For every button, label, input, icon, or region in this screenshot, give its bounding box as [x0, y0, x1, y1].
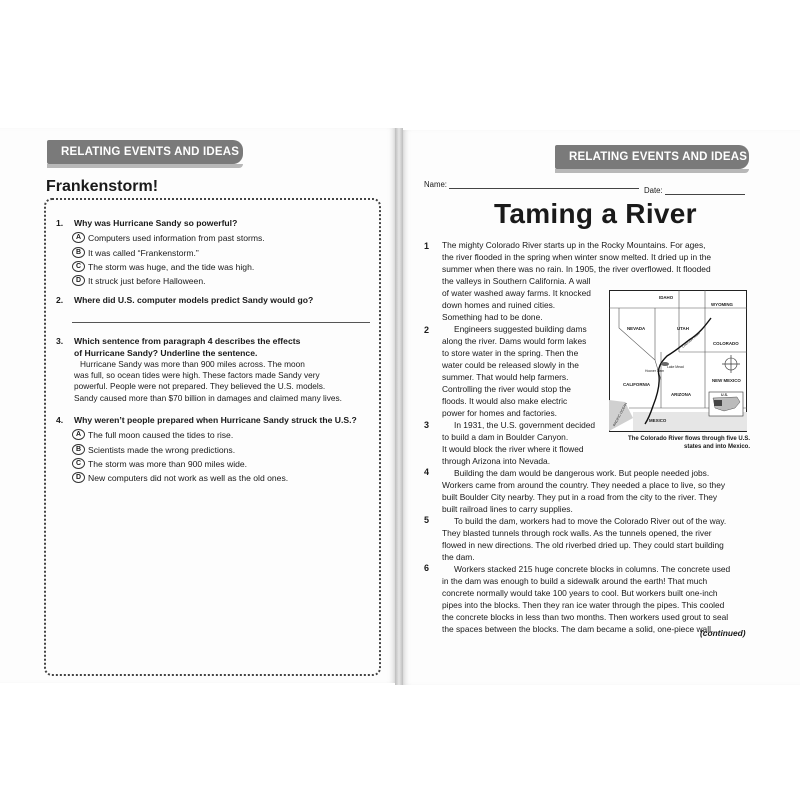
- left-section-banner: RELATING EVENTS AND IDEAS: [47, 140, 243, 164]
- article-title: Taming a River: [494, 198, 697, 229]
- answer-option-1d[interactable]: [72, 275, 206, 286]
- option-text: The full moon caused the tides to rise.: [88, 429, 234, 440]
- map-label-new-mexico: NEW MEXICO: [712, 378, 741, 383]
- left-page-title: Frankenstorm!: [46, 178, 159, 195]
- date-field[interactable]: [644, 186, 745, 195]
- paragraph-line: Workers came from around the country. They needed a place to live, so they: [442, 480, 726, 490]
- paragraph-number: 5: [424, 515, 430, 525]
- map-label-us: U.S.: [721, 393, 728, 397]
- paragraph-line: down homes and ruined cities.: [442, 300, 556, 310]
- question-number: 2.: [56, 295, 64, 305]
- question-text: Why weren’t people prepared when Hurricane Sandy struck the U.S.?: [74, 415, 357, 425]
- paragraph-line: through Arizona into Nevada.: [442, 456, 551, 466]
- passage-line: Hurricane Sandy was more than 900 miles across. The moon: [80, 359, 305, 369]
- right-section-banner: RELATING EVENTS AND IDEAS: [555, 145, 749, 169]
- passage-line: Sandy caused more than $70 billion in damages and claimed many lives.: [74, 392, 342, 403]
- paragraph-number: 4: [424, 467, 430, 477]
- paragraph-line: the concrete blocks in less than two months. Then workers used grout to seal: [442, 612, 729, 622]
- paragraph-line: summer when there was no rain. In 1905, the river overflowed. It flooded: [442, 264, 711, 274]
- paragraph-number: 6: [424, 563, 430, 573]
- answer-option-1a[interactable]: [72, 232, 265, 243]
- paragraph-line: Controlling the river would stop the: [442, 384, 571, 394]
- map-label-arizona: ARIZONA: [671, 392, 692, 397]
- paragraph-line: built Boulder City nearby. They put in a road from the city to the river. They: [442, 492, 718, 502]
- date-label: Date:: [644, 186, 663, 195]
- answer-option-4b[interactable]: [72, 444, 235, 455]
- paragraph-line: in the dam was enough to build a sidewalk around the earth! That much: [442, 576, 708, 586]
- answer-option-4d[interactable]: [72, 472, 288, 483]
- paragraph-number: 2: [424, 325, 430, 335]
- paragraph-line: Building the dam would be dangerous work. But people needed jobs.: [454, 468, 710, 478]
- passage-line: was full, so ocean tides were high. These factors made Sandy very: [74, 370, 320, 381]
- question-text: of Hurricane Sandy? Underline the sentence.: [74, 348, 258, 358]
- paragraph-line: The mighty Colorado River starts up in the Rocky Mountains. For ages,: [442, 240, 706, 250]
- paragraph-number: 1: [424, 241, 430, 251]
- paragraph-line: Something had to be done.: [442, 312, 543, 322]
- map-label-wyoming: WYOMING: [711, 302, 733, 307]
- map-label-colorado-river: Colorado River: [681, 331, 701, 349]
- answer-option-4c[interactable]: [72, 458, 247, 469]
- paragraph-line: power for homes and factories.: [442, 408, 557, 418]
- question-number: 3.: [56, 336, 64, 346]
- excerpt-passage[interactable]: [74, 359, 368, 404]
- paragraph-line: summer. That would help farmers.: [442, 372, 569, 382]
- answer-line[interactable]: [72, 322, 370, 323]
- paragraph-line: of water washed away farms. It knocked: [442, 288, 591, 298]
- paragraph-line: to build a dam in Boulder Canyon.: [442, 432, 569, 442]
- answer-option-1b[interactable]: [72, 247, 199, 258]
- continued-note: (continued): [700, 628, 746, 638]
- paragraph-line: Workers stacked 215 huge concrete blocks in columns. The concrete used: [454, 564, 731, 574]
- option-letter-circle: B: [72, 247, 85, 258]
- answer-option-1c[interactable]: [72, 261, 254, 272]
- paragraph-line: To build the dam, workers had to move the Colorado River out of the way.: [454, 516, 727, 526]
- paragraph-line: the spaces between the blocks. The dam became a solid, one-piece wall.: [442, 624, 714, 634]
- book-spine: [395, 128, 403, 685]
- passage-line: powerful. People were not prepared. They believed the U.S. models.: [74, 381, 326, 392]
- option-letter-circle: B: [72, 444, 85, 455]
- paragraph-line: water could be released slowly in the: [442, 360, 579, 370]
- option-text: Scientists made the wrong predictions.: [88, 444, 236, 455]
- map-label-hoover-dam: Hoover Dam: [645, 369, 665, 373]
- paragraph-line: to store water in the spring. Then the: [442, 348, 579, 358]
- option-text: It struck just before Halloween.: [88, 275, 206, 286]
- map-label-lake-mead: Lake Mead: [667, 365, 684, 369]
- paragraph-line: pipes into the blocks. Then they ran ice water through the pipes. This cooled: [442, 600, 725, 610]
- question-number: 1.: [56, 218, 64, 228]
- name-field[interactable]: [424, 180, 639, 189]
- paragraph-line: floods. It would also make electric: [442, 396, 568, 406]
- question-text: Why was Hurricane Sandy so powerful?: [74, 218, 238, 228]
- paragraph-line: Engineers suggested building dams: [454, 324, 587, 334]
- paragraph-line: the river flooded in the spring when winter snow melted. It dried up in the: [442, 252, 712, 262]
- map-label-california: CALIFORNIA: [623, 382, 651, 387]
- option-letter-circle: A: [72, 429, 85, 440]
- option-letter-circle: D: [72, 275, 85, 286]
- question-text: Which sentence from paragraph 4 describes the effects: [74, 336, 301, 346]
- paragraph-line: In 1931, the U.S. government decided: [454, 420, 596, 430]
- option-text: It was called “Frankenstorm.”: [88, 247, 199, 258]
- option-letter-circle: C: [72, 458, 85, 469]
- map-label-nevada: NEVADA: [627, 326, 646, 331]
- option-text: New computers did not work as well as the old ones.: [88, 472, 289, 483]
- question-text: Where did U.S. computer models predict Sandy would go?: [74, 295, 314, 305]
- option-letter-circle: D: [72, 472, 85, 483]
- colorado-river-map: [609, 290, 747, 432]
- map-label-mexico: MEXICO: [649, 418, 667, 423]
- option-letter-circle: A: [72, 232, 85, 243]
- paragraph-line: the dam.: [442, 552, 475, 562]
- map-label-pacific-ocean: PACIFIC OCEAN: [612, 401, 629, 427]
- option-text: Computers used information from past storms.: [88, 232, 265, 243]
- paragraph-line: flowed in new directions. The old riverbed dried up. They could start building: [442, 540, 724, 550]
- answer-option-4a[interactable]: [72, 429, 233, 440]
- paragraph-line: They blasted tunnels through rock walls. As the tunnels opened, the river: [442, 528, 712, 538]
- paragraph-line: It would block the river where it flowed: [442, 444, 584, 454]
- map-label-idaho: IDAHO: [659, 295, 674, 300]
- option-letter-circle: C: [72, 261, 85, 272]
- date-input-line[interactable]: [665, 194, 745, 195]
- option-text: The storm was huge, and the tide was high.: [88, 261, 255, 272]
- paragraph-number: 3: [424, 420, 430, 430]
- map-label-utah: UTAH: [677, 326, 689, 331]
- name-label: Name:: [424, 180, 447, 189]
- paragraph-line: along the river. Dams would form lakes: [442, 336, 587, 346]
- map-caption: The Colorado River flows through five U.S. states and into Mexico.: [627, 436, 750, 450]
- paragraph-line: the valleys in Southern California. A wall: [442, 276, 591, 286]
- name-input-line[interactable]: [449, 188, 639, 189]
- paragraph-line: built railroad lines to carry supplies.: [442, 504, 573, 514]
- option-text: The storm was more than 900 miles wide.: [88, 458, 248, 469]
- paragraph-line: concrete normally would take 100 years to cool. But workers built one-inch: [442, 588, 718, 598]
- question-number: 4.: [56, 415, 64, 425]
- map-label-colorado: COLORADO: [713, 341, 739, 346]
